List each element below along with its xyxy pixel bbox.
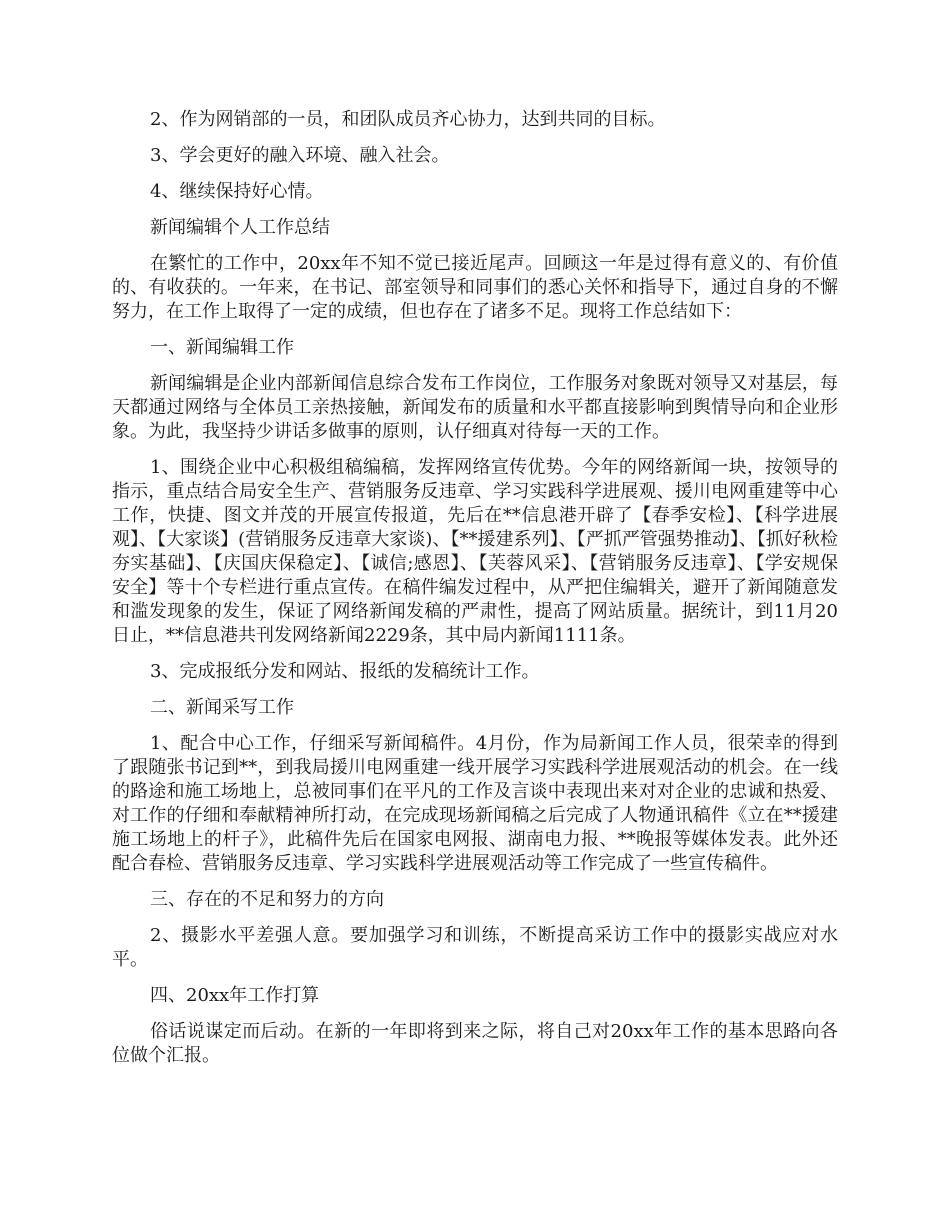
paragraph-news-editing: 新闻编辑是企业内部新闻信息综合发布工作岗位，工作服务对象既对领导又对基层，每天都通过网络与全体员工亲热接触，新闻发布的质量和水平都直接影响到舆情导向和企业形象。为此，我坚持少讲话多做事的原则，认仔细真对待每一天的工作。 bbox=[112, 373, 838, 442]
list-item-4: 4、继续保持好心情。 bbox=[150, 181, 324, 202]
heading-shortcomings: 三、存在的不足和努力的方向 bbox=[150, 889, 384, 910]
list-item-2: 2、作为网销部的一员，和团队成员齐心协力，达到共同的目标。 bbox=[150, 109, 666, 130]
paragraph-distribution: 3、完成报纸分发和网站、报纸的发稿统计工作。 bbox=[150, 661, 540, 682]
heading-news-editing: 一、新闻编辑工作 bbox=[150, 337, 294, 358]
heading-plan: 四、20xx年工作打算 bbox=[150, 985, 320, 1006]
document-page bbox=[112, 108, 838, 1080]
intro-paragraph: 在繁忙的工作中，20xx年不知不觉已接近尾声。回顾这一年是过得有意义的、有价值的、有收获的。一年来，在书记、部室领导和同事们的悉心关怀和指导下，通过自身的不懈努力，在工作上取得了一定的成绩，但也存在了诸多不足。现将工作总结如下： bbox=[112, 253, 838, 322]
list-item-3: 3、学会更好的融入环境、融入社会。 bbox=[150, 145, 450, 166]
paragraph-photography: 2、摄影水平差强人意。要加强学习和训练，不断提高采访工作中的摄影实战应对水平。 bbox=[112, 925, 838, 970]
section-title: 新闻编辑个人工作总结 bbox=[150, 217, 330, 238]
paragraph-news-writing: 1、配合中心工作，仔细采写新闻稿件。4月份，作为局新闻工作人员，很荣幸的得到了跟随张书记到**，到我局援川电网重建一线开展学习实践科学进展观活动的机会。在一线的路途和施工场地上，总被同事们在平凡的工作及言谈中表现出来对对企业的忠诚和热爱、对工作的仔细和奉献精神所打动，在完成现场新闻稿之后完成了人物通讯稿件《立在**援建施工场地上的杆子》，此稿件先后在国家电网报、湖南电力报、**晚报等媒体发表。此外还配合春检、营销服务反违章、学习实践科学进展观活动等工作完成了一些宣传稿件。 bbox=[112, 733, 838, 874]
paragraph-plan: 俗话说谋定而后动。在新的一年即将到来之际，将自己对20xx年工作的基本思路向各位做个汇报。 bbox=[112, 1021, 838, 1066]
paragraph-network-promotion: 1、围绕企业中心积极组稿编稿，发挥网络宣传优势。今年的网络新闻一块，按领导的指示，重点结合局安全生产、营销服务反违章、学习实践科学进展观、援川电网重建等中心工作，快捷、图文并茂的开展宣传报道，先后在**信息港开辟了【春季安检】、【科学进展观】、【大家谈】(营销服务反违章大家谈)、【**援建系列】、【严抓严管强势推动】、【抓好秋检夯实基础】、【庆国庆保稳定】、【诚信;感恩】、【芙蓉风采】、【营销服务反违章】、【学安规保安全】等十个专栏进行重点宣传。在稿件编发过程中，从严把住编辑关，避开了新闻随意发和滥发现象的发生，保证了网络新闻发稿的严肃性，提高了网站质量。据统计，到11月20日止，**信息港共刊发网络新闻2229条，其中局内新闻1111条。 bbox=[112, 457, 838, 646]
heading-news-writing: 二、新闻采写工作 bbox=[150, 697, 294, 718]
